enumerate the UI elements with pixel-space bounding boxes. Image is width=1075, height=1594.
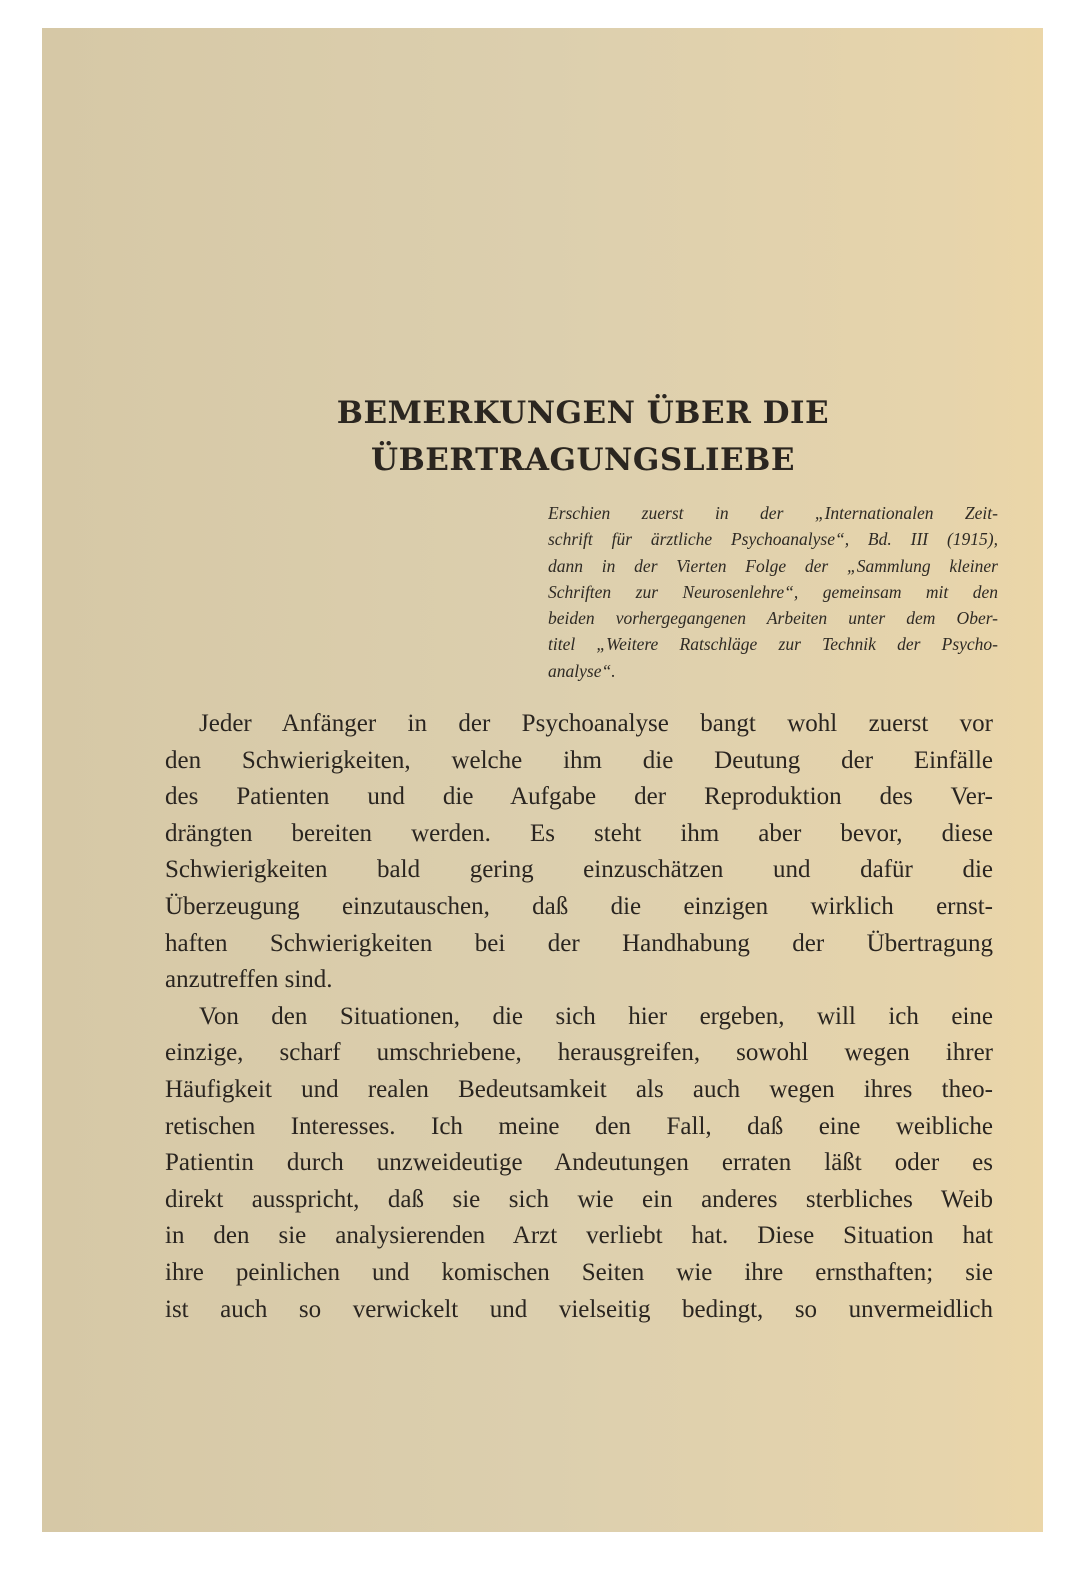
body-line: Patientin durch unzweideutige Andeutungen erraten läßt oder es — [165, 1149, 993, 1177]
body-line: des Patienten und die Aufgabe der Reproduktion des Ver- — [165, 783, 993, 811]
body-line: retischen Interesses. Ich meine den Fall, daß eine weibliche — [165, 1112, 993, 1140]
title-line-1: BEMERKUNGEN ÜBER DIE — [336, 395, 830, 431]
body-line: Überzeugung einzutauschen, daß die einzigen wirklich ernst- — [165, 892, 993, 920]
body-line: in den sie analysierenden Arzt verliebt hat. Diese Situation hat — [165, 1222, 993, 1250]
body-line: Von den Situationen, die sich hier ergeben, will ich eine — [199, 1002, 993, 1030]
body-line: anzutreffen sind. — [165, 966, 333, 994]
body-line: Häufigkeit und realen Bedeutsamkeit als auch wegen ihres theo- — [165, 1075, 993, 1103]
body-line: drängten bereiten werden. Es steht ihm aber bevor, diese — [165, 819, 993, 847]
body-line: Jeder Anfänger in der Psychoanalyse bangt wohl zuerst vor — [199, 710, 993, 737]
body-line: den Schwierigkeiten, welche ihm die Deutung der Einfälle — [165, 746, 993, 774]
body-text — [165, 706, 993, 1328]
body-line: ist auch so verwickelt und vielseitig bedingt, so unvermeidlich — [165, 1295, 993, 1323]
body-line: haften Schwierigkeiten bei der Handhabung der Übertragung — [165, 929, 993, 957]
note-line: analyse“. — [548, 660, 616, 681]
publication-note — [548, 500, 998, 684]
body-line: Schwierigkeiten bald gering einzuschätzen und dafür die — [165, 856, 993, 884]
body-line: direkt ausspricht, daß sie sich wie ein anderes sterbliches Weib — [165, 1185, 993, 1213]
note-line: Schriften zur Neurosenlehre“, gemeinsam mit den — [548, 581, 998, 602]
body-line: ihre peinlichen und komischen Seiten wie ihre ernsthaften; sie — [165, 1258, 993, 1286]
note-line: beiden vorhergegangenen Arbeiten unter dem Ober- — [548, 608, 998, 629]
note-line: Erschien zuerst in der „Internationalen Zeit- — [548, 503, 998, 523]
note-line: titel „Weitere Ratschläge zur Technik der Psycho- — [548, 634, 998, 655]
note-line: schrift für ärztliche Psychoanalyse“, Bd. III (1915), — [548, 529, 998, 550]
note-line: dann in der Vierten Folge der „Sammlung kleiner — [548, 555, 998, 576]
body-line: einzige, scharf umschriebene, herausgreifen, sowohl wegen ihrer — [165, 1039, 993, 1067]
title-line-2: ÜBERTRAGUNGSLIEBE — [371, 442, 795, 478]
